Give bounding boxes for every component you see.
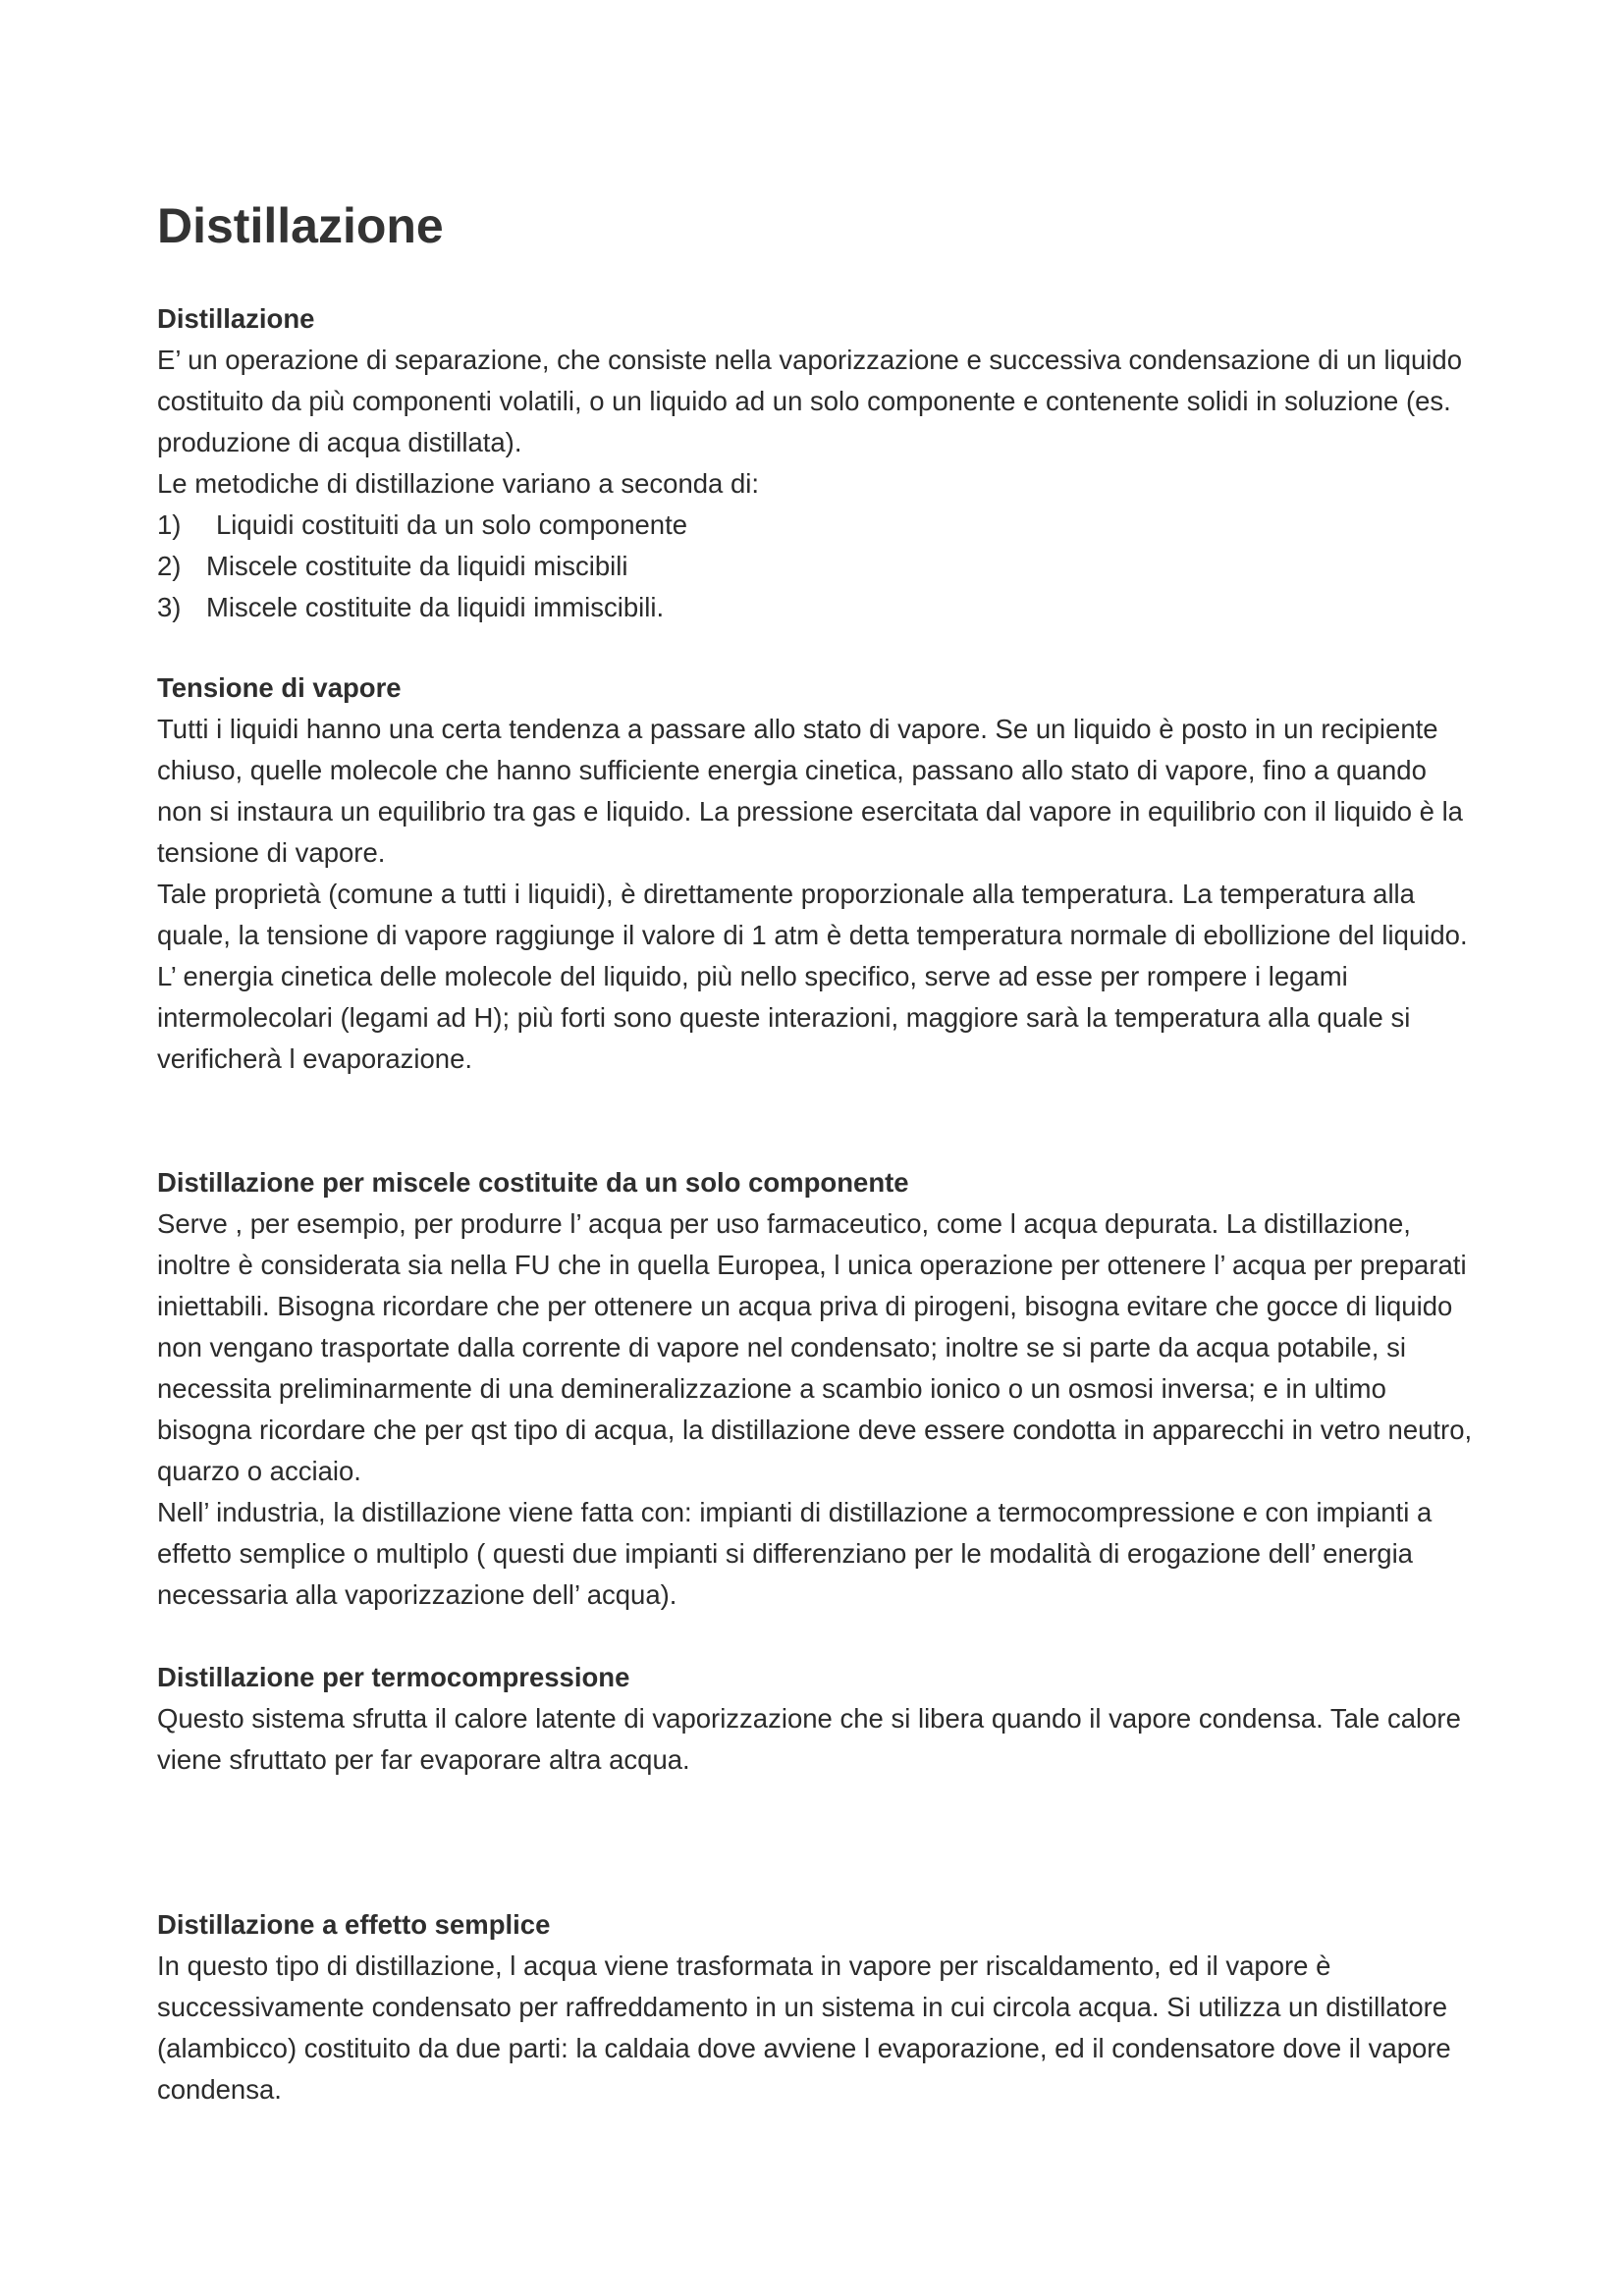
section-heading: Distillazione a effetto semplice [157,1909,551,1940]
section-heading: Distillazione per miscele costituite da un solo componente [157,1167,909,1198]
section-termocompressione [157,1657,1473,1781]
section-semplice [157,1904,1473,2110]
list-item [157,546,1473,587]
list-number: 2) [157,551,182,581]
paragraph: Questo sistema sfrutta il calore latente di vaporizzazione che si libera quando il vapore condensa. Tale calore viene sfruttato per far evaporare altra acqua. [157,1703,1461,1775]
paragraph: In questo tipo di distillazione, l acqua viene trasformata in vapore per riscaldamento, ed il vapore è successivamente condensato per raffreddamento in un sistema in cui circola acqua. Si utilizza un distillatore (alambicco) costituito da due parti: la caldaia dove avviene l evaporazione, ed il condensatore dove il vapore condensa. [157,1950,1451,2105]
numbered-list [157,505,1473,628]
list-item [157,587,1473,628]
section-heading: Distillazione [157,303,315,334]
paragraph: Tutti i liquidi hanno una certa tendenza a passare allo stato di vapore. Se un liquido è posto in un recipiente chiuso, quelle molecole che hanno sufficiente energia cinetica, passano allo stato di vapore, fino a quando non si instaura un equilibrio tra gas e liquido. La pressione esercitata dal vapore in equilibrio con il liquido è la tensione di vapore. [157,714,1463,868]
list-number: 3) [157,592,182,622]
paragraph: E’ un operazione di separazione, che consiste nella vaporizzazione e successiva condensazione di un liquido costituito da più componenti volatili, o un liquido ad un solo componente e contenente solidi in soluzione (es. produzione di acqua distillata). [157,345,1462,457]
list-item [157,505,1473,546]
section-heading: Distillazione per termocompressione [157,1662,630,1692]
section-intro [157,298,1473,628]
page-title: Distillazione [157,198,444,253]
list-text: Miscele costituite da liquidi immiscibili. [206,592,665,622]
list-number: 1) [157,509,182,540]
section-heading: Tensione di vapore [157,672,402,703]
paragraph: Nell’ industria, la distillazione viene fatta con: impianti di distillazione a termocompressione e con impianti a effetto semplice o multiplo ( questi due impianti si differenziano per le modalità di erogazione dell’ energia necessaria alla vaporizzazione dell’ acqua). [157,1497,1433,1610]
paragraph: L’ energia cinetica delle molecole del liquido, più nello specifico, serve ad esse per rompere i legami intermolecolari (legami ad H); più forti sono queste interazioni, maggiore sarà la temperatura alla quale si verificherà l evaporazione. [157,961,1411,1074]
list-text: Liquidi costituiti da un solo componente [216,509,688,540]
section-tensione [157,667,1473,1080]
section-miscele [157,1162,1473,1616]
paragraph: Le metodiche di distillazione variano a seconda di: [157,468,760,499]
paragraph: Tale proprietà (comune a tutti i liquidi), è direttamente proporzionale alla temperatura. La temperatura alla quale, la tensione di vapore raggiunge il valore di 1 atm è detta temperatura normale di ebollizione del liquido. [157,879,1468,950]
paragraph: Serve , per esempio, per produrre l’ acqua per uso farmaceutico, come l acqua depurata. La distillazione, inoltre è considerata sia nella FU che in quella Europea, l unica operazione per ottenere l’ acqua per preparati iniettabili. Bisogna ricordare che per ottenere un acqua priva di pirogeni, bisogna evitare che gocce di liquido non vengano trasportate dalla corrente di vapore nel condensato; inoltre se si parte da acqua potabile, si necessita preliminarmente di una demineralizzazione a scambio ionico o un osmosi inversa; e in ultimo bisogna ricordare che per qst tipo di acqua, la distillazione deve essere condotta in apparecchi in vetro neutro, quarzo o acciaio. [157,1208,1473,1486]
list-text: Miscele costituite da liquidi miscibili [206,551,628,581]
